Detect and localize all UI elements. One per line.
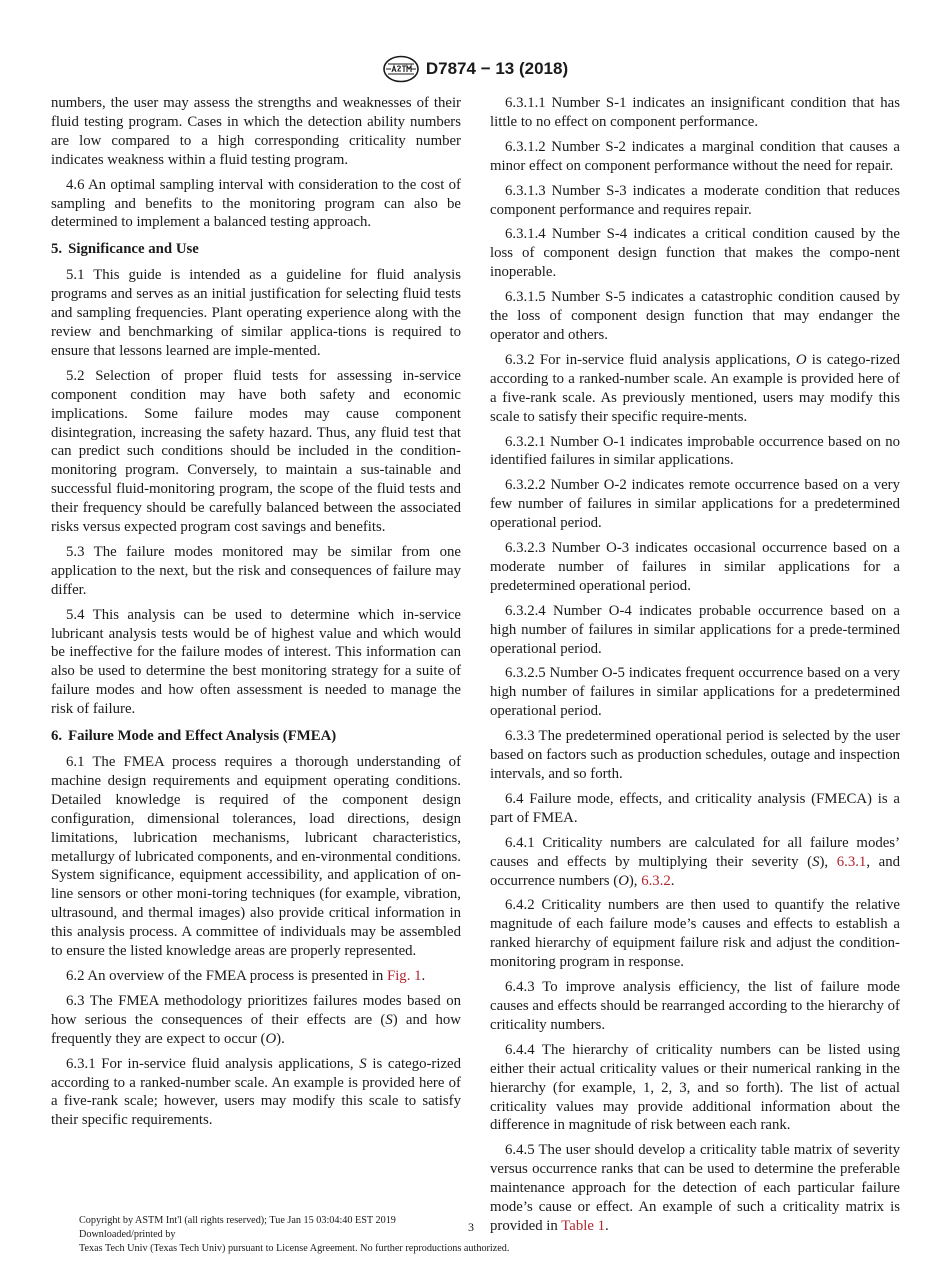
paragraph-6-4-5-end: .	[605, 1217, 609, 1234]
section-6-3-1-link[interactable]: 6.3.1	[836, 853, 867, 870]
paragraph-6-2-text: 6.2 An overview of the FMEA process is presented in	[66, 967, 387, 984]
page-header	[0, 54, 950, 84]
paragraph-6-3-1	[51, 1055, 461, 1131]
paragraph-6-3-3: 6.3.3 The predetermined operational period is selected by the user based on factors such as production schedules, outage and inspection intervals, and so forth.	[490, 728, 900, 782]
paragraph-6-3-2-3: 6.3.2.3 Number O-3 indicates occasional occurrence based on a moderate number of failures in similar applications for a predetermined operational period.	[490, 540, 900, 594]
paragraph-6-3-2-text-a: 6.3.2 For in-service fluid analysis applications,	[505, 351, 796, 368]
symbol-s: S	[385, 1011, 393, 1028]
paragraph-6-3-1-2: 6.3.1.2 Number S-2 indicates a marginal condition that causes a minor effect on component performance without the need for repair.	[490, 138, 900, 174]
paragraph-6-3-2-2: 6.3.2.2 Number O-2 indicates remote occurrence based on a very few number of failures in similar applications for a predetermined operational period.	[490, 477, 900, 532]
footer-license: Texas Tech Univ (Texas Tech Univ) pursuant to License Agreement. No further reproductions authorized.	[79, 1243, 510, 1254]
paragraph-6-4-1-text-e: .	[670, 872, 675, 889]
paragraph-6-4-3: 6.4.3 To improve analysis efficiency, the list of failure mode causes and effects should be rearranged according to the hierarchy of criticality numbers.	[490, 979, 900, 1033]
section-6-3-2-link[interactable]: 6.3.2	[641, 872, 671, 889]
section-5-number: 5.	[51, 241, 63, 258]
paragraph-6-4-1-text-c: , and occurrence numbers (	[490, 853, 900, 889]
paragraph-6-3	[51, 992, 461, 1049]
paragraph-6-3-1-4: 6.3.1.4 Number S-4 indicates a critical condition caused by the loss of component design function that makes the compo-nent inoperable.	[490, 226, 900, 281]
paragraph-6-3-2-5: 6.3.2.5 Number O-5 indicates frequent occurrence based on a very high number of failures in similar applications for a predetermined operational period.	[490, 665, 900, 720]
paragraph-6-3-text-b: ) and how frequently they are expect to occur (	[51, 1011, 461, 1047]
paragraph-6-2	[51, 967, 461, 986]
paragraph-6-4-1-text-a: 6.4.1 Criticality numbers are calculated for all failure modes’ causes and effects by multiplying their severity (	[490, 834, 900, 870]
paragraph-6-4-1-text-b: ),	[819, 853, 837, 870]
paragraph-6-1: 6.1 The FMEA process requires a thorough understanding of machine design requirements and equipment operating conditions. Detailed knowledge is required of the component design configuration, dimensional tolerances, load directions, design limitations, lubrication mechanisms, lubricant characteristics, metallurgy of lubricated components, and en-vironmental conditions. System significance, equipment accessibility, and application of on-line sensors or other moni-toring techniques (for example, vibration, ultrasound, and thermal images) also provide critical information in this analysis process. A committee of individuals may be assembled to ensure the listed knowledge areas are properly represented.	[51, 754, 461, 960]
copyright-footer	[79, 1214, 879, 1256]
table-1-link[interactable]: Table 1	[561, 1217, 605, 1234]
page-number: 3	[468, 1220, 474, 1234]
symbol-o: O	[618, 872, 629, 889]
section-5-title: Significance and Use	[68, 241, 199, 258]
paragraph-6-3-2-4: 6.3.2.4 Number O-4 indicates probable occurrence based on a high number of failures in similar applications for a prede-termined operational period.	[490, 602, 900, 657]
paragraph-continued: numbers, the user may assess the strengths and weaknesses of their fluid testing program. Cases in which the detection ability numbers are low compared to a high corresponding criticality number indicates weakness within a fluid testing program.	[51, 95, 461, 168]
paragraph-6-3-1-3: 6.3.1.3 Number S-3 indicates a moderate condition that reduces component performance and requires repair.	[490, 182, 900, 218]
paragraph-5-1: 5.1 This guide is intended as a guideline for fluid analysis programs and serves as an initial justification for selecting fluid tests and sampling frequencies. Plant operating experience along with the review and benchmarking of similar applica-tions is required to ensure that lessons learned are imple-mented.	[51, 267, 461, 359]
section-5-heading	[51, 240, 461, 259]
paragraph-6-3-text-c: ).	[276, 1030, 285, 1047]
paragraph-6-3-1-text-b: is catego-rized according to a ranked-number scale. An example is provided here of a five-rank scale; however, users may modify this scale to satisfy their specific requirements.	[51, 1055, 461, 1129]
standard-designation: D7874 − 13 (2018)	[425, 59, 569, 78]
paragraph-5-2: 5.2 Selection of proper fluid tests for assessing in-service component condition may have both safety and economic implications. Some failure modes may cause component disintegration, increasing the safety hazard. Thus, any fluid test that can predict such conditions should be included in the condition-monitoring program. Conversely, to maintain a sus-tainable and successful fluid-monitoring program, the scope of the fluid tests and their frequency should be carefully balanced between the associated risks versus expected program cost savings and benefits.	[51, 367, 461, 536]
left-column	[51, 94, 461, 1136]
paragraph-6-4-1-text-d: ),	[628, 872, 642, 889]
section-6-title: Failure Mode and Effect Analysis (FMEA)	[68, 728, 337, 745]
paragraph-6-4: 6.4 Failure mode, effects, and criticality analysis (FMECA) is a part of FMEA.	[490, 790, 900, 826]
paragraph-6-2-end: .	[421, 967, 426, 984]
paragraph-6-4-4: 6.4.4 The hierarchy of criticality numbers can be listed using either their actual criticality values or their numerical ranking in the hierarchy (for example, 1, 2, 3, and so forth). The list of actual criticality values may provide additional information about the difference in magnitude of risk between each rank.	[490, 1041, 900, 1134]
paragraph-5-4: 5.4 This analysis can be used to determine which in-service lubricant analysis tests would be of highest value and which would be ineffective for the failure modes of interest. This information can also be used to determine the best monitoring strategy for a suite of failure modes and how often assessment is needed to manage the risk of failure.	[51, 606, 461, 718]
footer-downloaded: Downloaded/printed by	[79, 1229, 176, 1240]
symbol-s: S	[812, 853, 820, 870]
astm-logo-icon	[382, 55, 420, 83]
section-6-number: 6.	[51, 728, 63, 745]
paragraph-5-3: 5.3 The failure modes monitored may be similar from one application to the next, but the risk and consequences of failure may differ.	[51, 543, 461, 598]
paragraph-6-4-5-text: 6.4.5 The user should develop a criticality table matrix of severity versus occurrence ranks that can be used to determine the preferable maintenance approach for the detection of each particular failure mode’s cause or effect. An example of such a criticality matrix is provided in	[490, 1142, 900, 1234]
fig-1-link[interactable]: Fig. 1	[386, 967, 422, 984]
paragraph-6-3-1-text-a: 6.3.1 For in-service fluid analysis applications,	[66, 1055, 360, 1072]
paragraph-6-3-1-1: 6.3.1.1 Number S-1 indicates an insignificant condition that has little to no effect on component performance.	[490, 95, 900, 130]
footer-copyright: Copyright by ASTM Int'l (all rights reserved); Tue Jan 15 03:04:40 EST 2019	[79, 1215, 396, 1226]
paragraph-6-3-2-text-b: is catego-rized according to a ranked-number scale. An example is provided here of a five-rank scale. As previously mentioned, users may modify this scale to satisfy their specific require-ments.	[490, 351, 900, 425]
symbol-o: O	[795, 351, 807, 368]
paragraph-6-3-1-5: 6.3.1.5 Number S-5 indicates a catastrophic condition caused by the loss of component design function that may endanger the operator and others.	[490, 289, 900, 343]
paragraph-4-6: 4.6 An optimal sampling interval with consideration to the cost of sampling and benefits to the monitoring program can also be determined to implement a balanced testing approach.	[51, 176, 461, 231]
right-column	[490, 94, 900, 1242]
paragraph-6-3-text-a: 6.3 The FMEA methodology prioritizes failures modes based on how serious the consequences of their effects are (	[51, 992, 461, 1028]
section-6-heading	[51, 727, 461, 746]
symbol-o: O	[265, 1030, 277, 1047]
paragraph-6-4-2: 6.4.2 Criticality numbers are then used to quantify the relative magnitude of each failure mode’s causes and effects to establish a ranked hierarchy of equipment failure risk and adjust the condition-monitoring program in response.	[490, 897, 900, 971]
paragraph-6-4-1	[490, 834, 900, 891]
paragraph-6-3-2-1: 6.3.2.1 Number O-1 indicates improbable occurrence based on no identified failures in similar applications.	[490, 433, 900, 469]
paragraph-6-3-2	[490, 351, 900, 427]
symbol-s: S	[359, 1055, 367, 1072]
